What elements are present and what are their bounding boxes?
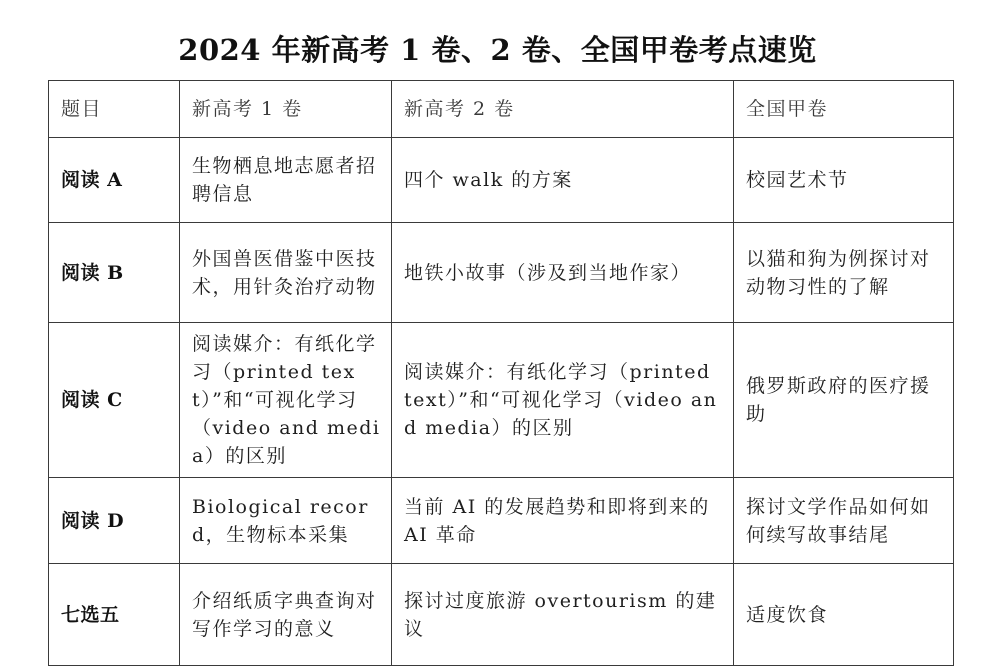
table-cell: 适度饮食 [734, 564, 954, 666]
exam-topics-table [48, 80, 954, 666]
table-cell: 探讨文学作品如何如何续写故事结尾 [734, 478, 954, 564]
page-title: 2024 年新高考 1 卷、2 卷、全国甲卷考点速览 [178, 33, 817, 67]
table-cell: 当前 AI 的发展趋势和即将到来的 AI 革命 [392, 478, 734, 564]
table-header-row [49, 81, 954, 138]
row-label: 阅读 C [49, 323, 180, 478]
row-label: 阅读 B [49, 223, 180, 323]
row-label: 阅读 A [49, 138, 180, 223]
header-cell-national-a: 全国甲卷 [734, 81, 954, 138]
table-cell: 阅读媒介：有纸化学习（printed text）”和“可视化学习（video and media）的区别 [180, 323, 392, 478]
table-cell: 地铁小故事（涉及到当地作家） [392, 223, 734, 323]
table-cell: 四个 walk 的方案 [392, 138, 734, 223]
row-label: 阅读 D [49, 478, 180, 564]
table-cell: 以猫和狗为例探讨对动物习性的了解 [734, 223, 954, 323]
header-cell-paper-2: 新高考 2 卷 [392, 81, 734, 138]
table-row [49, 223, 954, 323]
row-label: 七选五 [49, 564, 180, 666]
table-cell: Biological record，生物标本采集 [180, 478, 392, 564]
header-cell-paper-1: 新高考 1 卷 [180, 81, 392, 138]
table-row [49, 323, 954, 478]
table-row [49, 478, 954, 564]
table-cell: 生物栖息地志愿者招聘信息 [180, 138, 392, 223]
table-cell: 阅读媒介：有纸化学习（printed text）”和“可视化学习（video and media）的区别 [392, 323, 734, 478]
table-cell: 探讨过度旅游 overtourism 的建议 [392, 564, 734, 666]
table-cell: 外国兽医借鉴中医技术，用针灸治疗动物 [180, 223, 392, 323]
header-cell-topic: 题目 [49, 81, 180, 138]
table-cell: 介绍纸质字典查询对写作学习的意义 [180, 564, 392, 666]
table-cell: 校园艺术节 [734, 138, 954, 223]
table-cell: 俄罗斯政府的医疗援助 [734, 323, 954, 478]
table-row [49, 564, 954, 666]
table-row [49, 138, 954, 223]
